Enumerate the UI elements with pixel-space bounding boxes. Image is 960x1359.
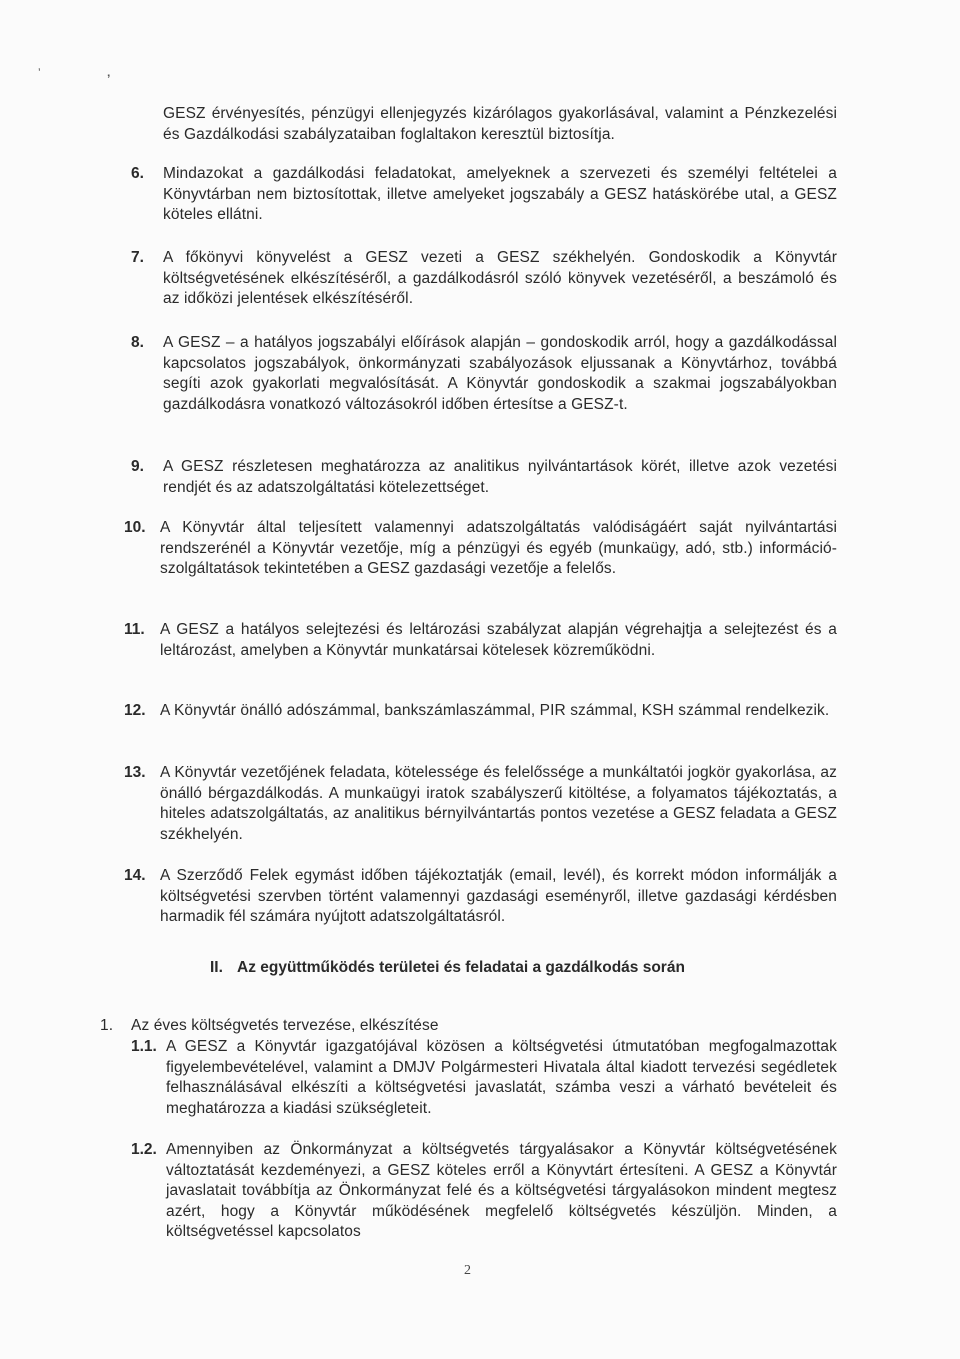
item-number-14: 14.: [124, 867, 146, 884]
item-number-12: 12.: [124, 702, 146, 719]
item-text-7: A főkönyvi könyvelést a GESZ vezeti a GESZ székhelyén. Gondoskodik a Könyvtár költségvetésének elkészítéséről, a gazdálkodásról szóló könyvek vezetéséről, a beszámoló és az időközi jelentések elkészítéséről.: [163, 249, 837, 307]
subitem-text-1-2: Amennyiben az Önkormányzat a költségvetés tárgyalásakor a Könyvtár költségvetésének változtatását kezdeményezi, a GESZ köteles erről a Könyvtárt értesíteni. A GESZ a Könyvtár javaslatait továbbítja az Önkormányzat felé és a költségvetési tárgyalásokon mindent megtesz azért, hogy a Könyvtár működésének megfelelő költségvetés készüljön. Minden, a költségvetéssel kapcsolatos: [166, 1141, 837, 1240]
subsection-number: 1.: [100, 1017, 114, 1034]
item-text-14: A Szerződő Felek egymást időben tájékoztatják (email, levél), és korrekt módon informálják a költségvetési szervben történt valamennyi gazdasági eseményről, illetve gazdasági kérdésben harmadik fél számára nyújtott adatszolgáltatásról.: [160, 867, 837, 925]
item-text-6: Mindazokat a gazdálkodási feladatokat, amelyeknek a szervezeti és személyi feltételei a Könyvtárban nem biztosítottak, illetve amelyeket jogszabály a GESZ hatáskörébe utal, a GESZ köteles ellátni.: [163, 165, 837, 223]
section-title: Az együttműködés területei és feladatai a gazdálkodás során: [237, 959, 685, 976]
item-number-8: 8.: [131, 334, 144, 351]
item-number-11: 11.: [124, 621, 145, 638]
item-text-8: A GESZ – a hatályos jogszabályi előírások alapján – gondoskodik arról, hogy a gazdálkodással kapcsolatos jogszabályok, önkormányzati szabályozások eljussanak a Könyvtárhoz, továbbá segíti azok gyakorlati megvalósítását. A Könyvtár gondoskodik a szakmai jogszabályokban gazdálkodásra vonatkozó változásokról időben értesítse a GESZ-t.: [163, 334, 837, 413]
item-number-13: 13.: [124, 764, 146, 781]
item-number-6: 6.: [131, 165, 144, 182]
intro-paragraph: GESZ érvényesítés, pénzügyi ellenjegyzés kizárólagos gyakorlásával, valamint a Pénzkezelési és Gazdálkodási szabályzataiban foglaltakon keresztül biztosítja.: [163, 105, 837, 143]
section-number: II.: [210, 959, 223, 976]
item-text-12: A Könyvtár önálló adószámmal, bankszámlaszámmal, PIR számmal, KSH számmal rendelkezik.: [160, 702, 830, 719]
page-number: 2: [464, 1263, 471, 1278]
subitem-number-1-2: 1.2.: [131, 1141, 157, 1158]
subitem-number-1-1: 1.1.: [131, 1038, 157, 1055]
item-text-13: A Könyvtár vezetőjének feladata, kötelessége és felelőssége a munkáltatói jogkör gyakorlása, az önálló bérgazdálkodás. A munkaügyi iratok szabályszerű kitöltése, a folyamatos tájékoztatás, a hiteles adatszolgáltatás, az analitikus bérnyilvántartás pontos vezetése a GESZ feladata a GESZ székhelyén.: [160, 764, 837, 843]
item-text-9: A GESZ részletesen meghatározza az analitikus nyilvántartások körét, illetve azok vezetési rendjét és az adatszolgáltatási kötelezettséget.: [163, 458, 837, 496]
scan-mark: ʼ: [38, 66, 41, 80]
scan-mark-tick: ’: [107, 72, 111, 86]
item-text-11: A GESZ a hatályos selejtezési és leltározási szabályzat alapján végrehajtja a selejtezést és a leltározást, amelyben a Könyvtár munkatársai kötelesek közreműködni.: [160, 621, 837, 659]
item-number-7: 7.: [131, 249, 144, 266]
item-text-10: A Könyvtár által teljesített valamennyi adatszolgáltatás valódiságáért saját nyilvántartási rendszerénél a Könyvtár vezetője, míg a pénzügyi és egyéb (munkaügy, adó, stb.) információ-szolgáltatások tekintetében a GESZ gazdasági vezetője a felelős.: [160, 519, 837, 577]
subitem-text-1-1: A GESZ a Könyvtár igazgatójával közösen a költségvetési útmutatóban megfogalmazottak figyelembevételével, valamint a DMJV Polgármesteri Hivatala által kiadott tervezési segédletek felhasználásával elkészíti a költségvetési javaslatát, számba veszi a várható bevételeit és meghatározza a kiadási szükségleteit.: [166, 1038, 837, 1117]
item-number-10: 10.: [124, 519, 146, 536]
item-number-9: 9.: [131, 458, 144, 475]
subsection-title: Az éves költségvetés tervezése, elkészítése: [131, 1017, 439, 1034]
